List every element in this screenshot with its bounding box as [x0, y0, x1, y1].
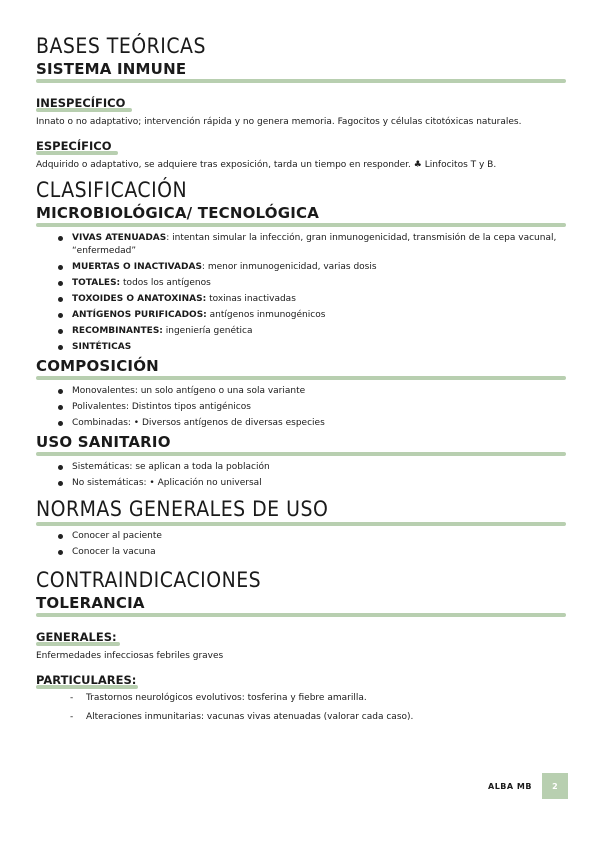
- rule-micro: [36, 223, 566, 227]
- footer-author: ALBA MB: [488, 781, 532, 791]
- list-item: No sistemáticas: • Aplicación no universal: [72, 477, 566, 490]
- heading-tolerancia: [36, 594, 566, 620]
- h1-clasificacion: CLASIFICACIÓN: [36, 178, 188, 202]
- rule-sistema: [36, 79, 566, 83]
- page-number: 2: [542, 773, 568, 799]
- h1-bases: BASES TEÓRICAS: [36, 34, 206, 58]
- list-item: SINTÉTICAS: [72, 341, 566, 354]
- page-content: [36, 34, 566, 730]
- list-item: - Trastornos neurológicos evolutivos: tosferina y fiebre amarilla.: [86, 692, 566, 705]
- h1-contra: CONTRAINDICACIONES: [36, 568, 262, 592]
- normas-list: [36, 530, 566, 559]
- heading-composicion: [36, 357, 566, 383]
- h2-uso: USO SANITARIO: [36, 433, 171, 451]
- list-item: Monovalentes: un solo antígeno o una sola variante: [72, 385, 566, 398]
- list-item: Conocer al paciente: [72, 530, 566, 543]
- heading-contra: [36, 568, 566, 594]
- footer: [488, 773, 568, 799]
- h2-composicion: COMPOSICIÓN: [36, 357, 159, 375]
- list-item: ANTÍGENOS PURIFICADOS: antígenos inmunogénicos: [72, 309, 566, 322]
- para-especifico: Adquirido o adaptativo, se adquiere tras exposición, tarda un tiempo en responder. ♣ Linfocitos T y B.: [36, 160, 497, 170]
- list-item: - Alteraciones inmunitarias: vacunas vivas atenuadas (valorar cada caso).: [86, 711, 566, 724]
- particulares-list: [36, 692, 566, 724]
- h1-normas: NORMAS GENERALES DE USO: [36, 497, 329, 521]
- h2-tolerancia: TOLERANCIA: [36, 594, 145, 612]
- uso-list: [36, 461, 566, 490]
- h3-inespecifico: INESPECÍFICO: [36, 96, 126, 110]
- list-item: Polivalentes: Distintos tipos antigénicos: [72, 401, 566, 414]
- h3-especifico: ESPECÍFICO: [36, 139, 112, 153]
- list-item: Conocer la vacuna: [72, 546, 566, 559]
- h2-micro: MICROBIOLÓGICA/ TECNOLÓGICA: [36, 204, 320, 222]
- list-item: Combinadas: • Diversos antígenos de diversas especies: [72, 417, 566, 430]
- h2-sistema: SISTEMA INMUNE: [36, 60, 187, 78]
- list-item: Sistemáticas: se aplican a toda la población: [72, 461, 566, 474]
- micro-list: [36, 232, 566, 354]
- h3-generales: GENERALES:: [36, 630, 117, 644]
- heading-bases-teoricas: [36, 34, 566, 60]
- para-generales: Enfermedades infecciosas febriles graves: [36, 651, 224, 661]
- para-inespecifico: Innato o no adaptativo; intervención rápida y no genera memoria. Fagocitos y células citotóxicas naturales.: [36, 117, 522, 127]
- rule-tolerancia: [36, 613, 566, 617]
- list-item: MUERTAS O INACTIVADAS: menor inmunogenicidad, varias dosis: [72, 261, 566, 274]
- heading-sistema-inmune: [36, 60, 566, 86]
- list-item: TOXOIDES O ANATOXINAS: toxinas inactivadas: [72, 293, 566, 306]
- heading-clasificacion: [36, 178, 566, 204]
- composicion-list: [36, 385, 566, 430]
- heading-uso: [36, 433, 566, 459]
- rule-composicion: [36, 376, 566, 380]
- list-item: TOTALES: todos los antígenos: [72, 277, 566, 290]
- h3-particulares: PARTICULARES:: [36, 673, 137, 687]
- heading-normas: [36, 497, 566, 528]
- list-item: RECOMBINANTES: ingeniería genética: [72, 325, 566, 338]
- list-item: VIVAS ATENUADAS: intentan simular la infección, gran inmunogenicidad, transmisión de la cepa vacunal, “enfermedad”: [72, 232, 566, 258]
- heading-micro: [36, 204, 566, 230]
- rule-uso: [36, 452, 566, 456]
- rule-normas: [36, 522, 566, 526]
